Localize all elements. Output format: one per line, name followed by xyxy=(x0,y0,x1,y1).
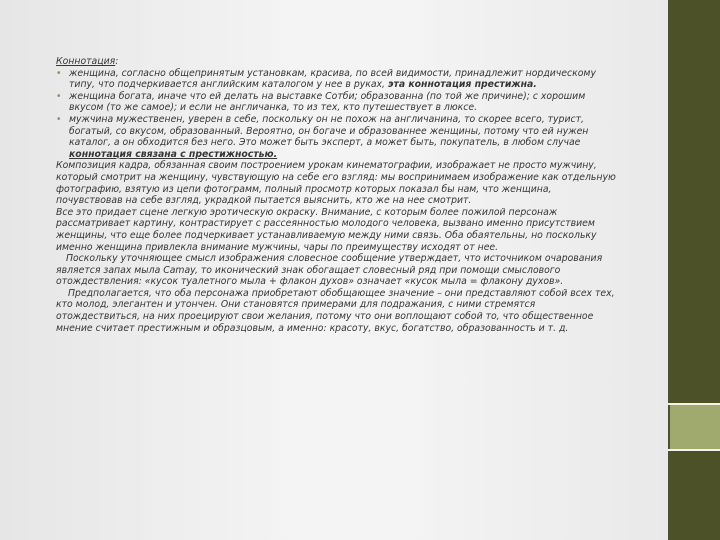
list-item-emphasis: коннотация связана с престижностью. xyxy=(69,148,278,160)
slide-text xyxy=(56,56,616,334)
band-accent-block xyxy=(670,405,720,449)
paragraph-generalization: Предполагается, что оба персонажа приобретают обобщающее значение – они представляют собой всех тех, кто молод, элегантен и утончен. Они становятся примерами для подражания, с ними стремятся отождествиться, на них проецируют свои желания, потому что они воплощают собой то, что общественное мнение считает престижным и образцовым, а именно: красоту, вкус, богатство, образованность и т. д. xyxy=(56,287,615,334)
bullet-icon: • xyxy=(56,67,62,79)
list-item xyxy=(56,68,616,91)
paragraph-composition: Композиция кадра, обязанная своим построением урокам кинематографии, изображает не просто мужчину, который смотрит на женщину, чувствующую на себе его взгляд: мы воспринимаем изображение как отдельную фотографию, взятую из цепи фотограмм, полный просмотр которых показал бы нам, что женщина, почувствовав на себе взгляд, украдкой пытается выяснить, кто же на нее смотрит. xyxy=(56,160,616,207)
list-item xyxy=(56,114,616,160)
paragraph-erotic: Все это придает сцене легкую эротическую окраску. Внимание, с которым более пожилой персонаж рассматривает картину, контрастирует с рассеянностью молодого человека, вызвано именно присутствием женщины, что еще более подчеркивает устанавливаемую между ними связь. Оба обаятельны, но поскольку именно женщина привлекла внимание мужчины, чары по преимуществу исходят от нее. xyxy=(56,206,597,253)
bullet-icon: • xyxy=(56,90,62,102)
connotation-list xyxy=(56,68,616,161)
paragraph-verbal-message: Поскольку уточняющее смысл изображения словесное сообщение утверждает, что источником очарования является запах мыла Camay, то иконический знак обогащает словесный ряд при помощи смыслового отождествления: «кусок туалетного мыла + флакон духов» означает «кусок мыла = флакону духов». xyxy=(56,253,603,288)
band-divider xyxy=(668,449,720,451)
side-band xyxy=(668,0,720,540)
list-item-text: женщина богата, иначе что ей делать на выставке Сотби; образованна (по той же причине); с хорошим вкусом (то же самое); и если не англичанка, то из тех, кто путешествует в люксе. xyxy=(69,90,586,114)
heading: Коннотация xyxy=(56,56,116,67)
list-item-text: женщина, согласно общепринятым установкам, красива, по всей видимости, принадлежит нордическому типу, что подчеркивается английским каталогом у нее в руках, xyxy=(69,67,596,91)
list-item-emphasis: эта коннотация престижна. xyxy=(387,79,537,91)
list-item-text: мужчина мужественен, уверен в себе, поскольку он не похож на англичанина, то скорее всего, турист, богатый, со вкусом, образованный. Вероятно, он богаче и образованнее женщины, потому что ей нужен каталог, а он обходится без него. Это может быть эксперт, а может быть, покупатель, в любом случае xyxy=(69,113,589,149)
list-item xyxy=(56,91,616,114)
bullet-icon: • xyxy=(56,113,62,125)
heading-colon: : xyxy=(115,56,119,67)
heading-line xyxy=(56,56,616,68)
